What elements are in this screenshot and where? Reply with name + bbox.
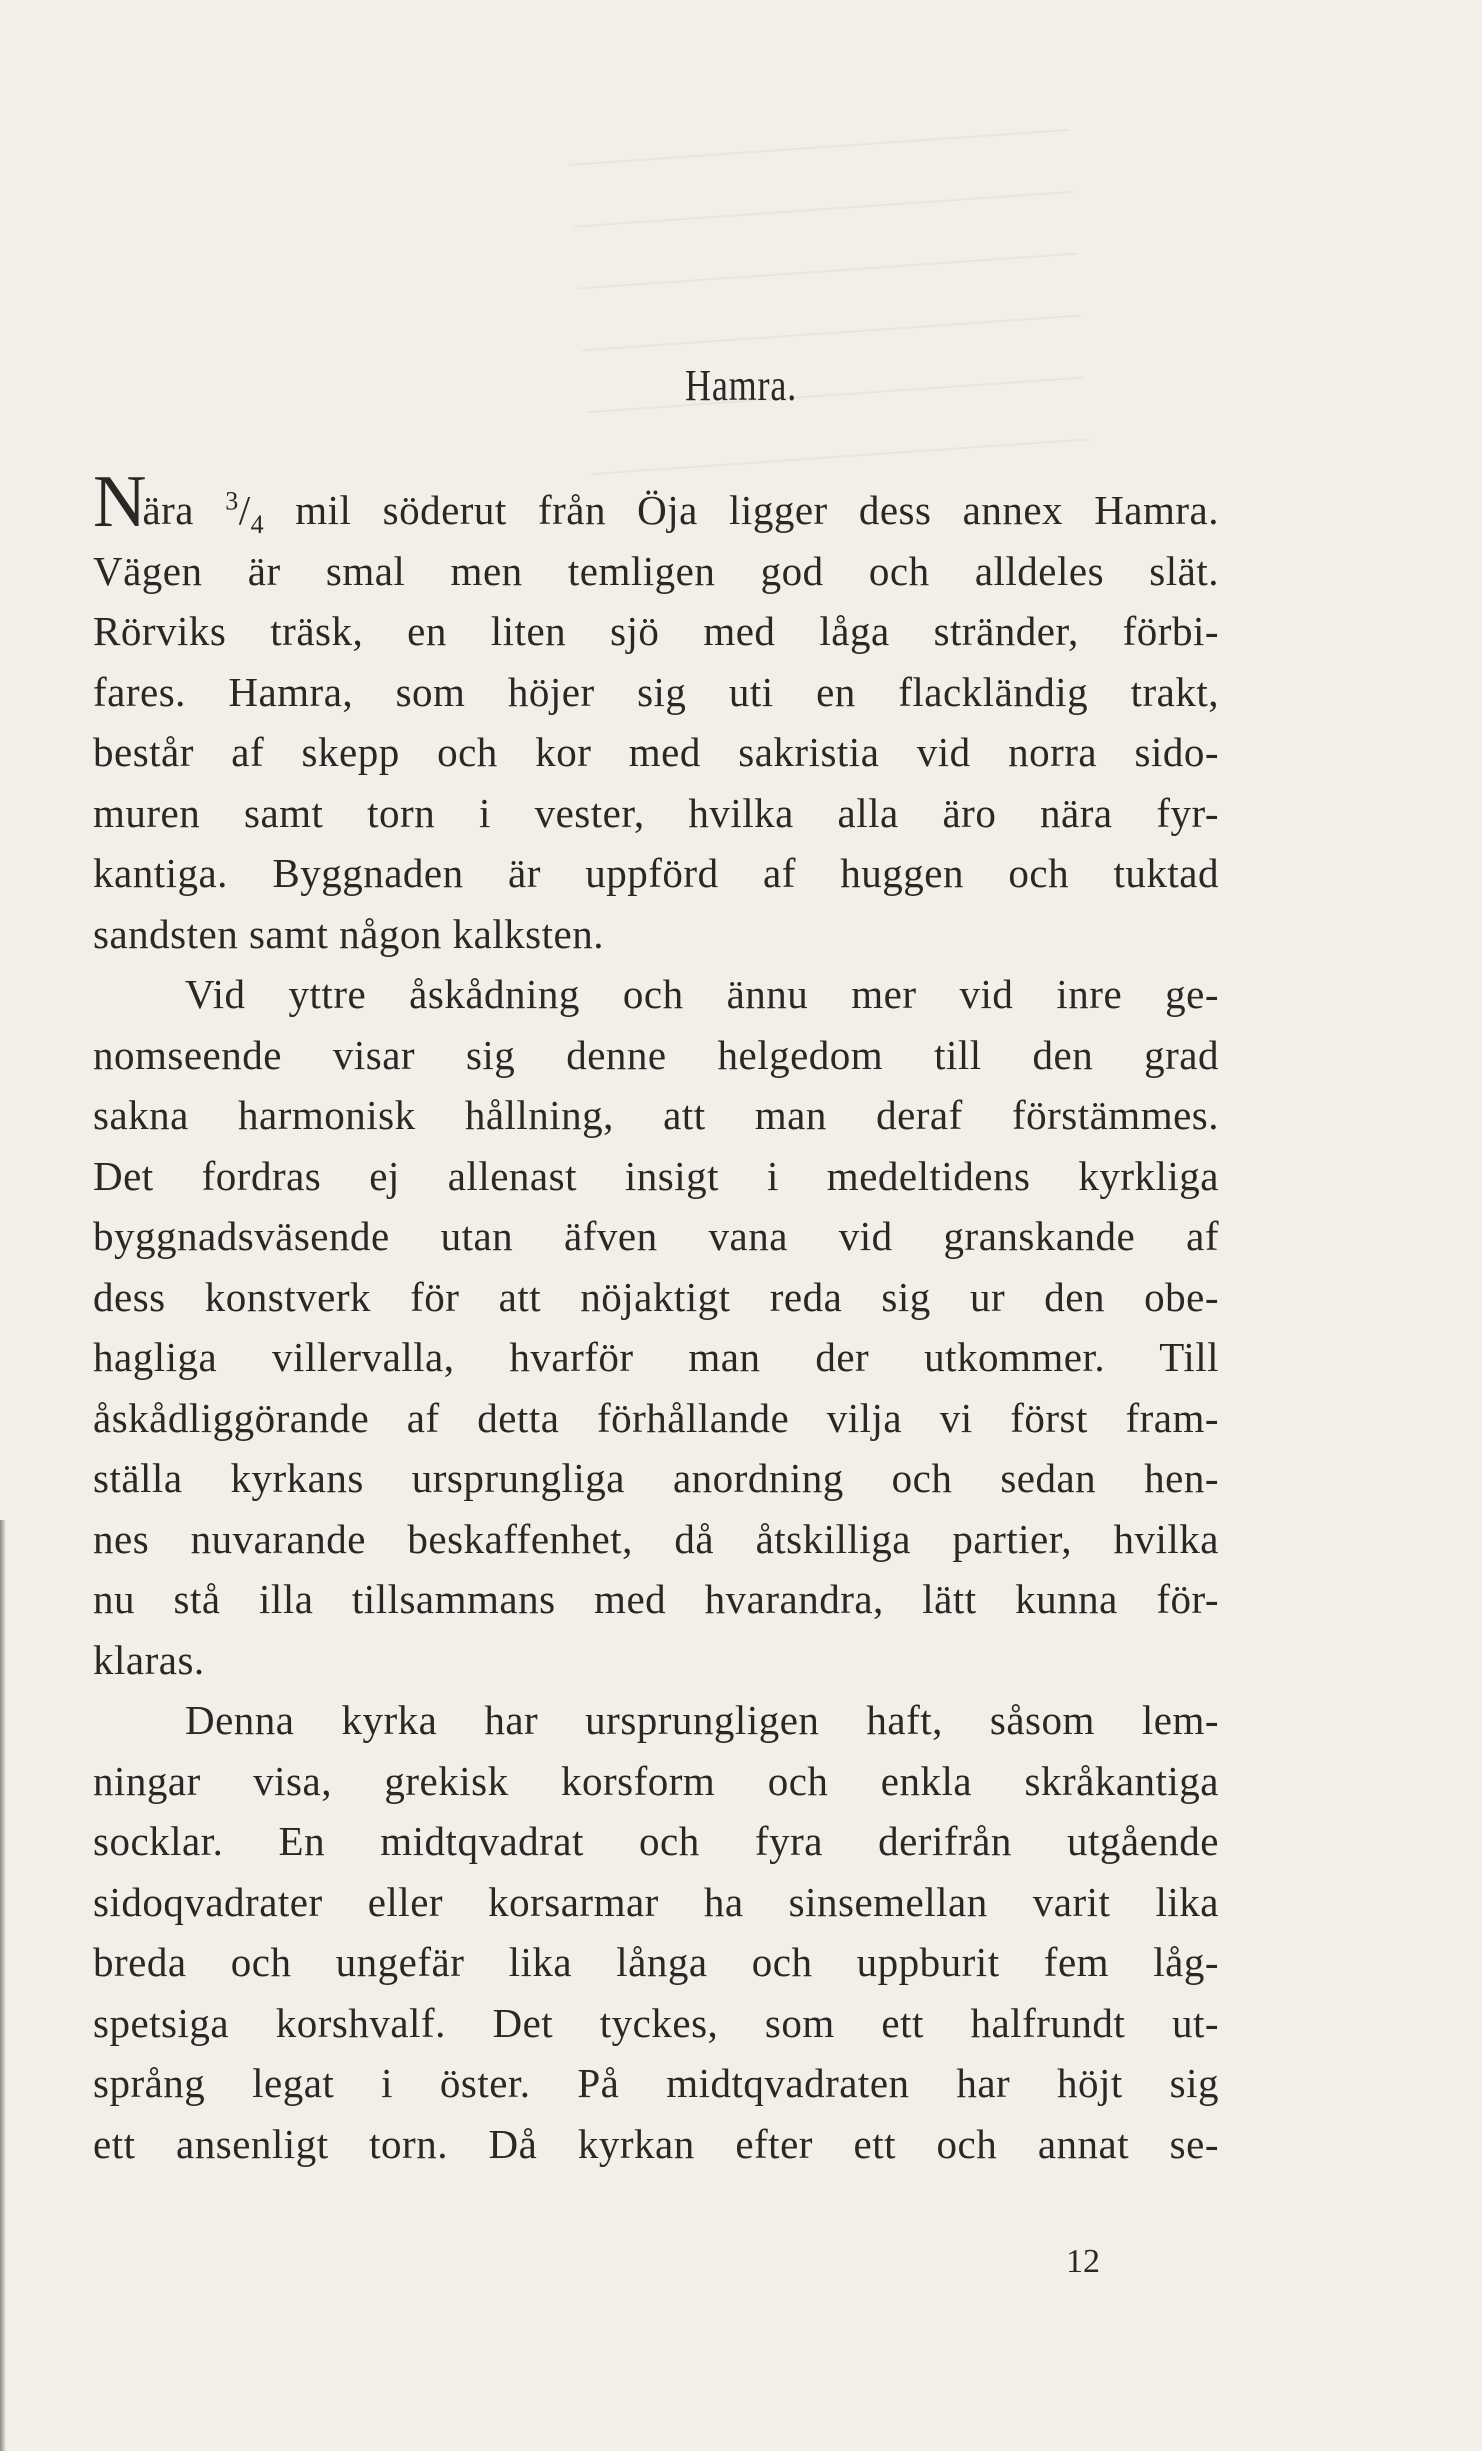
text-line: består af skepp och kor med sakristia vid norra sido- [93,729,1219,775]
text-line: språng legat i öster. På midtqvadraten har höjt sig [93,2060,1219,2106]
text-line: nomseende visar sig denne helgedom till den grad [93,1031,1219,1078]
paragraph-start-line: Denna kyrka har ursprungligen haft, såsom lem- [185,1697,1219,1743]
fraction-numerator: 3 [225,486,239,516]
text-line: hagliga villervalla, hvarför man der utkommer. Till [93,1334,1219,1380]
body-text [93,461,1219,2174]
paragraph-end-line: sandsten samt någon kalksten. [93,910,604,957]
drop-cap: N [93,461,143,543]
signature-mark: 12 [1066,2243,1100,2280]
text-line: sidoqvadrater eller korsarmar ha sinsemellan varit lika [93,1878,1219,1925]
text-line: ningar visa, grekisk korsform och enkla skråkantiga [93,1757,1219,1804]
text-line: fares. Hamra, som höjer sig uti en flackländig trakt, [93,668,1219,715]
book-spine-edge [0,1520,6,2451]
text-line: nu stå illa tillsammans med hvarandra, lätt kunna för- [93,1576,1219,1622]
text-line: Det fordras ej allenast insigt i medeltidens kyrkliga [93,1152,1219,1199]
text-line: spetsiga korshvalf. Det tyckes, som ett halfrundt ut- [93,1999,1219,2046]
text-line: byggnadsväsende utan äfven vana vid granskande af [93,1213,1219,1259]
bleed-through-offset [567,103,1092,517]
text-line: ställa kyrkans ursprungliga anordning och sedan hen- [93,1455,1219,1501]
paragraph-end-line: klaras. [93,1636,205,1683]
text-line: dess konstverk för att nöjaktigt reda sig ur den obe- [93,1273,1219,1320]
text-line: Vägen är smal men temligen god och alldeles slät. [93,547,1219,594]
text-line: Rörviks träsk, en liten sjö med låga stränder, förbi- [93,608,1219,654]
paragraph-start-line: Vid yttre åskådning och ännu mer vid inre ge- [185,971,1219,1017]
text-line-1: Nära $^3/_4$ mil söderut från Öja ligger dess annex Hamra. [93,461,1219,543]
fraction-denominator: 4 [250,510,265,540]
text-line: socklar. En midtqvadrat och fyra derifrån utgående [93,1818,1219,1864]
text-line: muren samt torn i vester, hvilka alla äro nära fyr- [93,789,1219,836]
text-line: åskådliggörande af detta förhållande vilja vi först fram- [93,1394,1219,1441]
page-title: Hamra. [684,361,798,410]
text-line: kantiga. Byggnaden är uppförd af huggen och tuktad [93,850,1219,896]
text-line: breda och ungefär lika långa och uppburit fem låg- [93,1939,1219,1985]
text-line: nes nuvarande beskaffenhet, då åtskilliga partier, hvilka [93,1515,1219,1562]
text-line: ett ansenligt torn. Då kyrkan efter ett och annat se- [93,2120,1219,2167]
text-line: sakna harmonisk hållning, att man deraf förstämmes. [93,1092,1219,1138]
fraction-slash: / [238,487,251,533]
